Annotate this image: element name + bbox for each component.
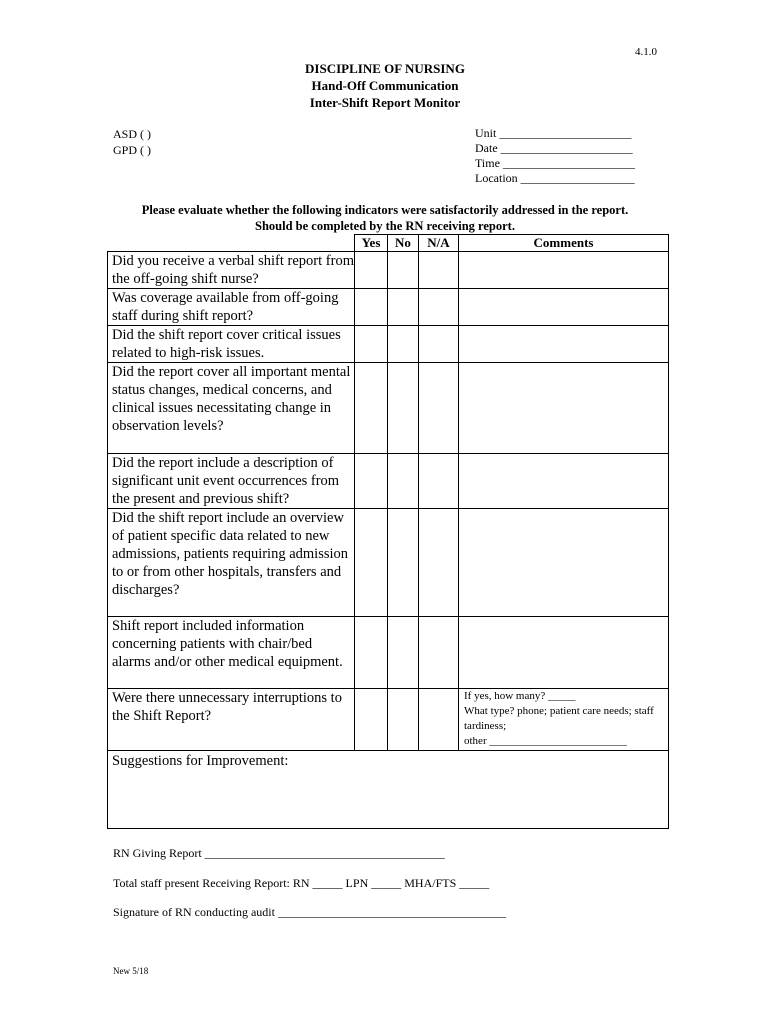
yes-cell[interactable]: [355, 509, 388, 617]
yes-cell[interactable]: [355, 289, 388, 326]
comment-cell[interactable]: [459, 454, 669, 509]
table-row: [108, 363, 669, 454]
interruptions-comment-cell[interactable]: [459, 689, 669, 751]
revision-note: New 5/18: [113, 966, 149, 976]
comment-cell[interactable]: [459, 617, 669, 689]
header-blank: [108, 235, 355, 252]
auditor-signature-field[interactable]: Signature of RN conducting audit ______________________________________: [113, 905, 506, 919]
no-cell[interactable]: [388, 509, 419, 617]
header-na: N/A: [419, 235, 459, 252]
interruptions-count-line: If yes, how many? _____: [464, 690, 576, 702]
program-selection: [113, 126, 151, 158]
document-number: 4.1.0: [635, 46, 657, 58]
comment-cell[interactable]: [459, 363, 669, 454]
asd-checkbox-field[interactable]: ASD ( ): [113, 127, 151, 141]
question-text: Did the shift report include an overview of patient specific data related to new admissions, patients requiring admission to or from other hospitals, transfers and discharges?: [108, 509, 355, 617]
na-cell[interactable]: [419, 509, 459, 617]
table-row: [108, 326, 669, 363]
staff-present-field[interactable]: Total staff present Receiving Report: RN _____ LPN _____ MHA/FTS _____: [113, 876, 490, 890]
location-field[interactable]: Location ___________________: [475, 171, 635, 185]
comment-cell[interactable]: [459, 326, 669, 363]
question-text: Did you receive a verbal shift report from the off-going shift nurse?: [108, 252, 355, 289]
yes-cell[interactable]: [355, 326, 388, 363]
no-cell[interactable]: [388, 617, 419, 689]
instructions-line-1: Please evaluate whether the following indicators were satisfactorily addressed in the report.: [141, 203, 629, 217]
header-yes: Yes: [355, 235, 388, 252]
na-cell[interactable]: [419, 363, 459, 454]
na-cell[interactable]: [419, 617, 459, 689]
question-text: Did the report include a description of significant unit event occurrences from the present and previous shift?: [108, 454, 355, 509]
question-text: Were there unnecessary interruptions to the Shift Report?: [108, 689, 355, 751]
no-cell[interactable]: [388, 363, 419, 454]
header-comments: Comments: [459, 235, 669, 252]
na-cell[interactable]: [419, 689, 459, 751]
question-text: Did the report cover all important mental status changes, medical concerns, and clinical issues necessitating change in observation levels?: [108, 363, 355, 454]
yes-cell[interactable]: [355, 617, 388, 689]
date-field[interactable]: Date ______________________: [475, 141, 633, 155]
time-field[interactable]: Time ______________________: [475, 156, 635, 170]
table-row: [108, 252, 669, 289]
indicator-table: [107, 234, 669, 829]
rn-giving-report-field[interactable]: RN Giving Report ________________________________________: [113, 846, 445, 860]
na-cell[interactable]: [419, 326, 459, 363]
yes-cell[interactable]: [355, 252, 388, 289]
no-cell[interactable]: [388, 289, 419, 326]
comment-cell[interactable]: [459, 509, 669, 617]
gpd-checkbox-field[interactable]: GPD ( ): [113, 143, 151, 157]
table-row: [108, 689, 669, 751]
form-title-topic: Hand-Off Communication: [311, 78, 459, 93]
question-text: Did the shift report cover critical issues related to high-risk issues.: [108, 326, 355, 363]
instructions-line-2: Should be completed by the RN receiving report.: [255, 219, 515, 233]
interruptions-type-line: What type? phone; patient care needs; staff tardiness;: [464, 705, 654, 732]
na-cell[interactable]: [419, 289, 459, 326]
header-no: No: [388, 235, 419, 252]
question-text: Was coverage available from off-going staff during shift report?: [108, 289, 355, 326]
table-row: [108, 509, 669, 617]
form-title-name: Inter-Shift Report Monitor: [309, 95, 461, 110]
no-cell[interactable]: [388, 326, 419, 363]
unit-field[interactable]: Unit ______________________: [475, 126, 632, 140]
no-cell[interactable]: [388, 689, 419, 751]
table-header-row: [108, 235, 669, 252]
suggestions-row: [108, 751, 669, 829]
yes-cell[interactable]: [355, 454, 388, 509]
comment-cell[interactable]: [459, 252, 669, 289]
report-details: [475, 126, 635, 186]
no-cell[interactable]: [388, 454, 419, 509]
table-row: [108, 617, 669, 689]
comment-cell[interactable]: [459, 289, 669, 326]
na-cell[interactable]: [419, 454, 459, 509]
no-cell[interactable]: [388, 252, 419, 289]
table-row: [108, 289, 669, 326]
yes-cell[interactable]: [355, 689, 388, 751]
table-row: [108, 454, 669, 509]
form-title-discipline: DISCIPLINE OF NURSING: [305, 61, 465, 76]
na-cell[interactable]: [419, 252, 459, 289]
question-text: Shift report included information concerning patients with chair/bed alarms and/or other medical equipment.: [108, 617, 355, 689]
yes-cell[interactable]: [355, 363, 388, 454]
interruptions-other-line: other _________________________: [464, 735, 627, 747]
suggestions-field[interactable]: [108, 751, 669, 829]
suggestions-label: Suggestions for Improvement:: [112, 753, 289, 769]
